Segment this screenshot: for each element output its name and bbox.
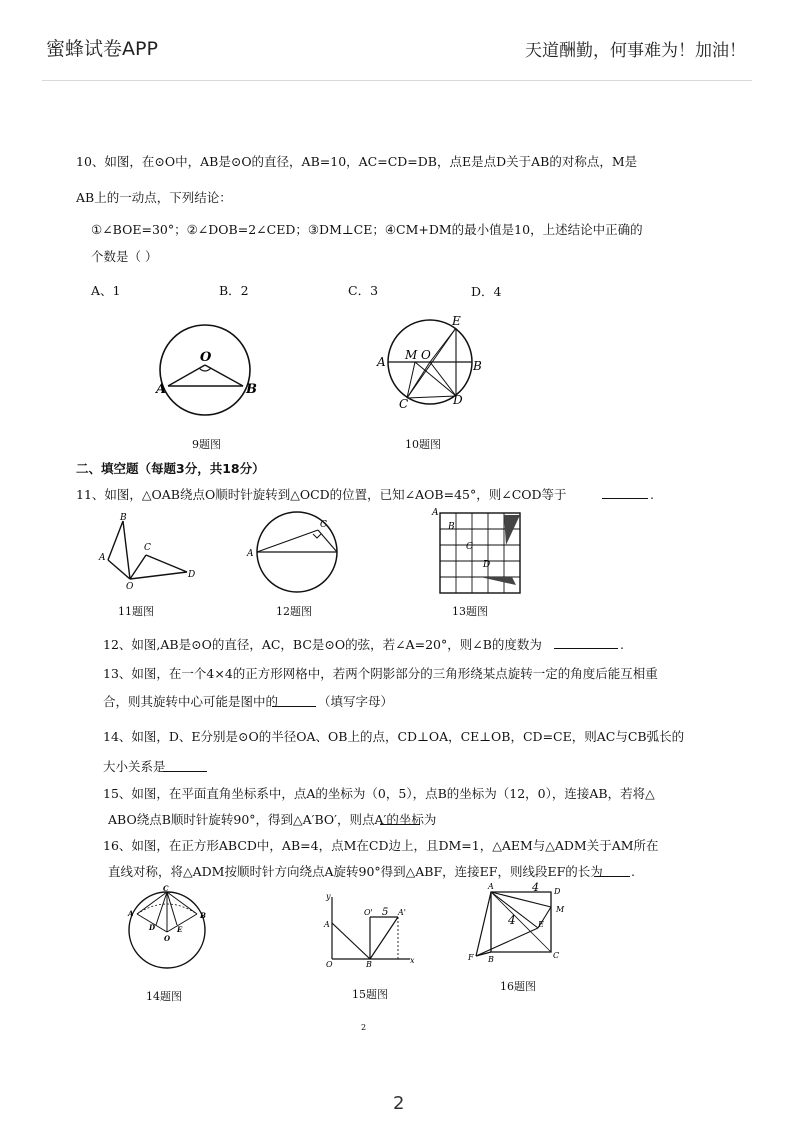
fig12-caption: 12题图 <box>276 605 312 618</box>
fig12-label-c: C <box>320 520 327 530</box>
fig13-label-d: D <box>483 560 491 570</box>
fig9-caption: 9题图 <box>192 438 221 451</box>
fig12-label-a: A <box>247 549 254 559</box>
fig15-caption: 15题图 <box>352 988 388 1001</box>
fig11-label-b: B <box>120 513 127 523</box>
figure-13 <box>430 505 530 597</box>
q14-answer-blank[interactable] <box>163 761 207 772</box>
fig14-caption: 14题图 <box>146 990 182 1003</box>
fig16-label-f: F <box>468 953 474 962</box>
fig10-label-c: C <box>399 397 409 411</box>
fig9-label-a: A <box>156 382 167 397</box>
fig14-label-e: E <box>177 925 183 934</box>
q13-line1: 13、如图，在一个4×4的正方形网格中，若两个阴影部分的三角形绕某点旋转一定的角度后能互相重 <box>103 666 658 681</box>
q10-option-b: B．2 <box>219 283 249 298</box>
q15-answer-blank[interactable] <box>380 814 420 825</box>
header-divider <box>42 80 752 81</box>
q12-answer-blank[interactable] <box>554 638 618 649</box>
fig16-label-c: C <box>553 951 560 960</box>
q12-end: . <box>620 637 624 652</box>
figure-9 <box>150 320 270 420</box>
fig15-label-a: A <box>324 920 330 929</box>
fig16-label-a: A <box>488 882 494 891</box>
q10-option-d: D．4 <box>471 284 502 299</box>
q11-text: 11、如图，△OAB绕点O顺时针旋转到△OCD的位置，已知∠AOB=45°，则∠COD等于 <box>76 487 567 502</box>
fig9-label-o: O <box>200 350 212 365</box>
fig14-label-d: D <box>149 923 156 932</box>
figure-11 <box>96 510 206 590</box>
figure-15 <box>318 893 418 968</box>
fig10-label-b: B <box>473 359 482 373</box>
q14-line1: 14、如图，D、E分别是⊙O的半径OA、OB上的点，CD⊥OA，CE⊥OB，CD=CE，则AC与CB弧长的 <box>103 729 685 744</box>
q10-option-c: C．3 <box>348 283 379 298</box>
q13-line2-end: （填写字母） <box>318 694 394 709</box>
fig15-label-a-prime: A' <box>398 908 406 917</box>
q16-line1: 16、如图，在正方形ABCD中，AB=4，点M在CD边上，且DM=1，△AEM与△ADM关于AM所在 <box>103 838 659 853</box>
fig16-label-4-mid: 4 <box>508 913 516 927</box>
q14-line2: 大小关系是 <box>103 759 166 774</box>
q11-answer-blank[interactable] <box>602 488 648 499</box>
fig14-label-a: A <box>128 909 134 918</box>
figure-12 <box>247 510 347 600</box>
fig15-label-y: y <box>326 892 331 901</box>
fig13-label-b: B <box>448 522 455 532</box>
fig14-label-b: B <box>200 911 206 920</box>
q13-line2: 合，则其旋转中心可能是图中的 <box>103 694 279 709</box>
section2-title: 二、填空题（每题3分，共18分） <box>76 461 265 476</box>
q15-line1: 15、如图，在平面直角坐标系中，点A的坐标为（0，5），点B的坐标为（12，0），连接AB，若将△ <box>103 786 655 801</box>
fig15-label-x: x <box>410 956 415 965</box>
q12-text: 12、如图,AB是⊙O的直径，AC，BC是⊙O的弦，若∠A=20°，则∠B的度数为 <box>103 637 542 652</box>
fig13-caption: 13题图 <box>452 605 488 618</box>
fig11-caption: 11题图 <box>118 605 154 618</box>
fig11-label-d: D <box>188 570 196 580</box>
fig11-label-o: O <box>126 582 134 592</box>
q10-line2: AB上的一动点，下列结论： <box>76 190 232 205</box>
fig16-label-4-top: 4 <box>532 881 539 894</box>
fig15-label-b: B <box>366 960 372 969</box>
figure-10 <box>375 312 490 412</box>
fig16-label-b: B <box>488 955 494 964</box>
fig10-caption: 10题图 <box>405 438 441 451</box>
fig11-label-c: C <box>144 543 151 553</box>
fig10-label-d: D <box>453 393 463 407</box>
fig15-label-o-prime: O' <box>364 908 373 917</box>
fig13-label-a: A <box>432 508 439 518</box>
q11-end: . <box>650 487 654 502</box>
fig13-label-c: C <box>466 542 473 552</box>
q10-line1: 10、如图，在⊙O中，AB是⊙O的直径，AB=10，AC=CD=DB，点E是点D关于AB的对称点，M是 <box>76 154 638 169</box>
brand-title: 蜜蜂试卷APP <box>46 38 158 60</box>
q15-line2: ABO绕点B顺时针旋转90°，得到△A′BO′，则点A′的坐标为 <box>108 812 437 827</box>
q16-line2: 直线对称，将△ADM按顺时针方向绕点A旋转90°得到△ABF，连接EF，则线段EF的长为 <box>108 864 603 879</box>
q16-end: . <box>631 864 635 879</box>
scan-page-number: 2 <box>361 1023 367 1032</box>
q10-line4: 个数是（ ） <box>91 249 158 264</box>
fig11-label-a: A <box>99 553 106 563</box>
fig16-label-e: E <box>538 920 544 929</box>
slogan: 天道酬勤，何事难为！加油！ <box>525 41 746 61</box>
q16-answer-blank[interactable] <box>594 866 630 877</box>
fig16-caption: 16题图 <box>500 980 536 993</box>
q10-option-a: A、1 <box>91 283 121 298</box>
fig15-label-o: O <box>326 960 333 969</box>
figure-14 <box>125 884 215 970</box>
q13-answer-blank[interactable] <box>272 696 316 707</box>
fig9-label-b: B <box>246 382 257 397</box>
fig10-label-a: A <box>377 355 386 369</box>
fig14-label-c: C <box>163 884 169 893</box>
fig10-label-e: E <box>452 314 461 328</box>
q10-line3: ①∠BOE=30°；②∠DOB=2∠CED；③DM⊥CE；④CM+DM的最小值是10，上述结论中正确的 <box>91 222 643 237</box>
fig16-label-m: M <box>556 905 565 914</box>
fig16-label-d: D <box>554 887 561 896</box>
fig14-label-o: O <box>164 934 171 943</box>
fig15-label-5: 5 <box>382 907 389 918</box>
figure-16 <box>466 880 576 965</box>
fig10-label-o: O <box>421 348 431 362</box>
page-number: 2 <box>393 1093 405 1114</box>
fig10-label-m: M <box>405 348 418 362</box>
